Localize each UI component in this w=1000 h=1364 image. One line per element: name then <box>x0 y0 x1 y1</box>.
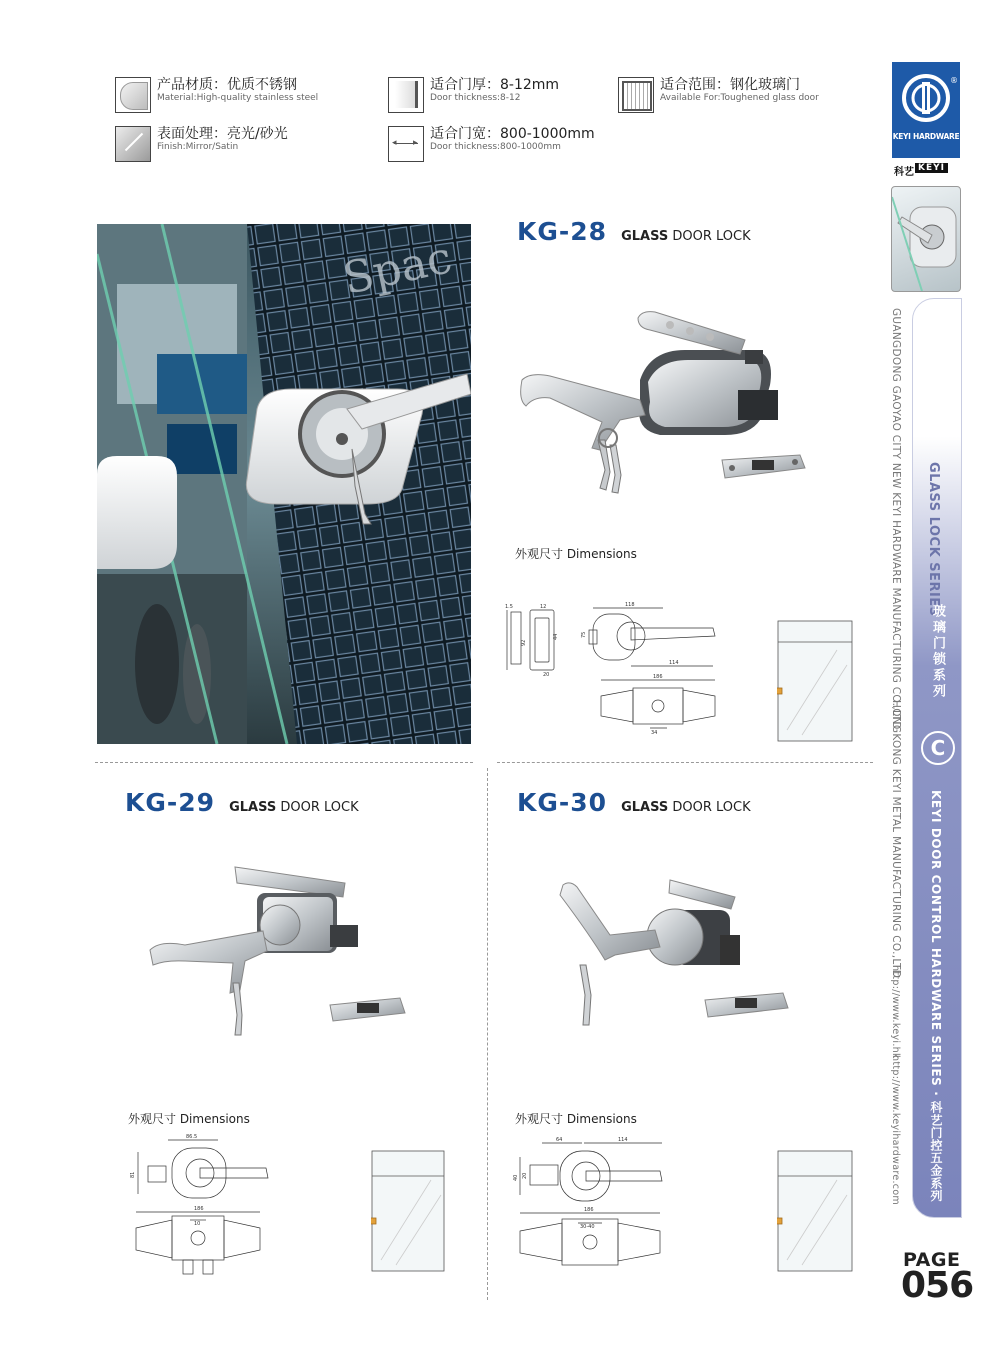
kg28-dim-a: 118 <box>625 602 635 608</box>
page-label: PAGE <box>903 1249 961 1271</box>
spec-finish-en: Finish:Mirror/Satin <box>157 142 239 152</box>
kg28-dim-f: 92 <box>521 639 527 646</box>
company-name-mainland: GUANGDONG GAOYAO CITY NEW KEYI HARDWARE MANUFACTURING CO.,LTD <box>890 308 902 730</box>
product-sub-bold: GLASS <box>621 229 669 244</box>
dimensions-label-kg30: 外观尺寸 Dimensions <box>515 1112 637 1126</box>
product-sub-rest: DOOR LOCK <box>672 229 751 244</box>
series-title-cn: 玻璃门锁系列 <box>930 604 945 700</box>
finish-swatch-icon <box>115 126 151 162</box>
product-title-kg28 <box>517 217 751 246</box>
section-letter-badge: C <box>921 731 955 765</box>
product-sub-rest: DOOR LOCK <box>672 800 751 815</box>
brand-cn: 科艺 <box>894 167 914 178</box>
kg28-door-diagram <box>777 620 857 744</box>
door-thickness-icon <box>388 77 424 113</box>
kg30-dim-b: 114 <box>618 1137 628 1143</box>
kg28-dim-c: 186 <box>653 674 663 680</box>
glass-text: Spac <box>338 232 457 305</box>
kg29-dim-c: 186 <box>194 1206 204 1212</box>
kg29-dimension-drawing <box>128 1132 278 1292</box>
kg30-dim-a: 64 <box>556 1137 563 1143</box>
product-code: KG-30 <box>517 788 608 817</box>
product-code: KG-29 <box>125 788 216 817</box>
kg28-dimension-drawing <box>505 600 730 740</box>
spec-door-width <box>388 126 595 162</box>
kg30-dim-e: 40 <box>513 1174 519 1181</box>
brand-name: KEYI HARDWARE <box>892 132 960 141</box>
dimensions-label-kg28: 外观尺寸 Dimensions <box>515 547 637 561</box>
section-divider <box>487 768 488 1300</box>
sidebar-thumbnail <box>891 186 961 292</box>
spec-material-en: Material:High-quality stainless steel <box>157 93 319 103</box>
kg29-product-image <box>145 865 435 1045</box>
door-width-icon: ◂ ▸ <box>388 126 424 162</box>
product-title-kg29 <box>125 788 359 817</box>
spec-door-width-en: Door thickness:800-1000mm <box>430 142 561 152</box>
kg30-product-image <box>555 875 795 1040</box>
dimensions-label-kg29: 外观尺寸 Dimensions <box>128 1112 250 1126</box>
website-url-2: http://www.keyihardware.com <box>890 1055 901 1205</box>
spec-available-for <box>618 77 819 113</box>
glass-door-icon <box>618 77 654 113</box>
spec-finish-cn: 表面处理：亮光/砂光 <box>157 126 288 142</box>
kg29-dim-d: 10 <box>194 1221 201 1227</box>
website-url-1: http://www.keyi.hk <box>890 965 901 1059</box>
product-sub-rest: DOOR LOCK <box>280 800 359 815</box>
kg28-dim-e: 44 <box>553 633 559 640</box>
spec-door-thickness-en: Door thickness:8-12 <box>430 93 521 103</box>
section-divider <box>497 762 873 763</box>
kg29-dim-a: 86.5 <box>186 1134 198 1140</box>
series-title-en: GLASS LOCK SERIES <box>926 462 941 617</box>
brand-reg: ® <box>950 76 958 85</box>
product-title-kg30 <box>517 788 751 817</box>
product-sub-bold: GLASS <box>229 800 277 815</box>
installation-photo <box>97 224 471 744</box>
spec-door-thickness-cn: 适合门厚：8-12mm <box>430 77 560 93</box>
kg28-dim-d: 75 <box>581 631 587 638</box>
kg28-product-image <box>510 310 810 500</box>
kg29-door-diagram <box>371 1150 447 1274</box>
kg30-dim-d: 30-40 <box>580 1224 595 1230</box>
company-name-hk: HONGKONG KEYI METAL MANUFACTURING CO.,LTD <box>890 700 902 979</box>
brand-logo <box>892 62 960 158</box>
product-code: KG-28 <box>517 217 608 246</box>
spec-material-cn: 产品材质：优质不锈钢 <box>157 77 297 93</box>
series-bottom-text: KEYI DOOR CONTROL HARDWARE SERIES · 科艺门控五金系列 <box>929 790 943 1202</box>
page-number: 056 <box>901 1265 974 1306</box>
kg28-dim-j: 34 <box>651 730 658 736</box>
kg30-dimension-drawing <box>512 1135 672 1285</box>
kg28-dim-g: 20 <box>543 672 550 678</box>
spec-material <box>115 77 318 113</box>
material-swatch-icon <box>115 77 151 113</box>
spec-available-for-cn: 适合范围：钢化玻璃门 <box>660 77 800 93</box>
spec-finish <box>115 126 288 162</box>
kg29-dim-b: 81 <box>130 1171 136 1178</box>
kg30-dim-f: 20 <box>522 1172 528 1179</box>
spec-door-width-cn: 适合门宽：800-1000mm <box>430 126 595 142</box>
brand-word: KEYI <box>915 163 948 173</box>
section-divider <box>95 762 473 763</box>
kg28-dim-b: 114 <box>669 660 679 666</box>
kg30-door-diagram <box>777 1150 857 1274</box>
kg28-dim-h: 1.5 <box>505 604 513 610</box>
kg30-dim-c: 186 <box>584 1207 594 1213</box>
product-sub-bold: GLASS <box>621 800 669 815</box>
kg28-dim-i: 12 <box>540 604 547 610</box>
spec-available-for-en: Available For:Toughened glass door <box>660 93 819 103</box>
spec-door-thickness <box>388 77 559 113</box>
